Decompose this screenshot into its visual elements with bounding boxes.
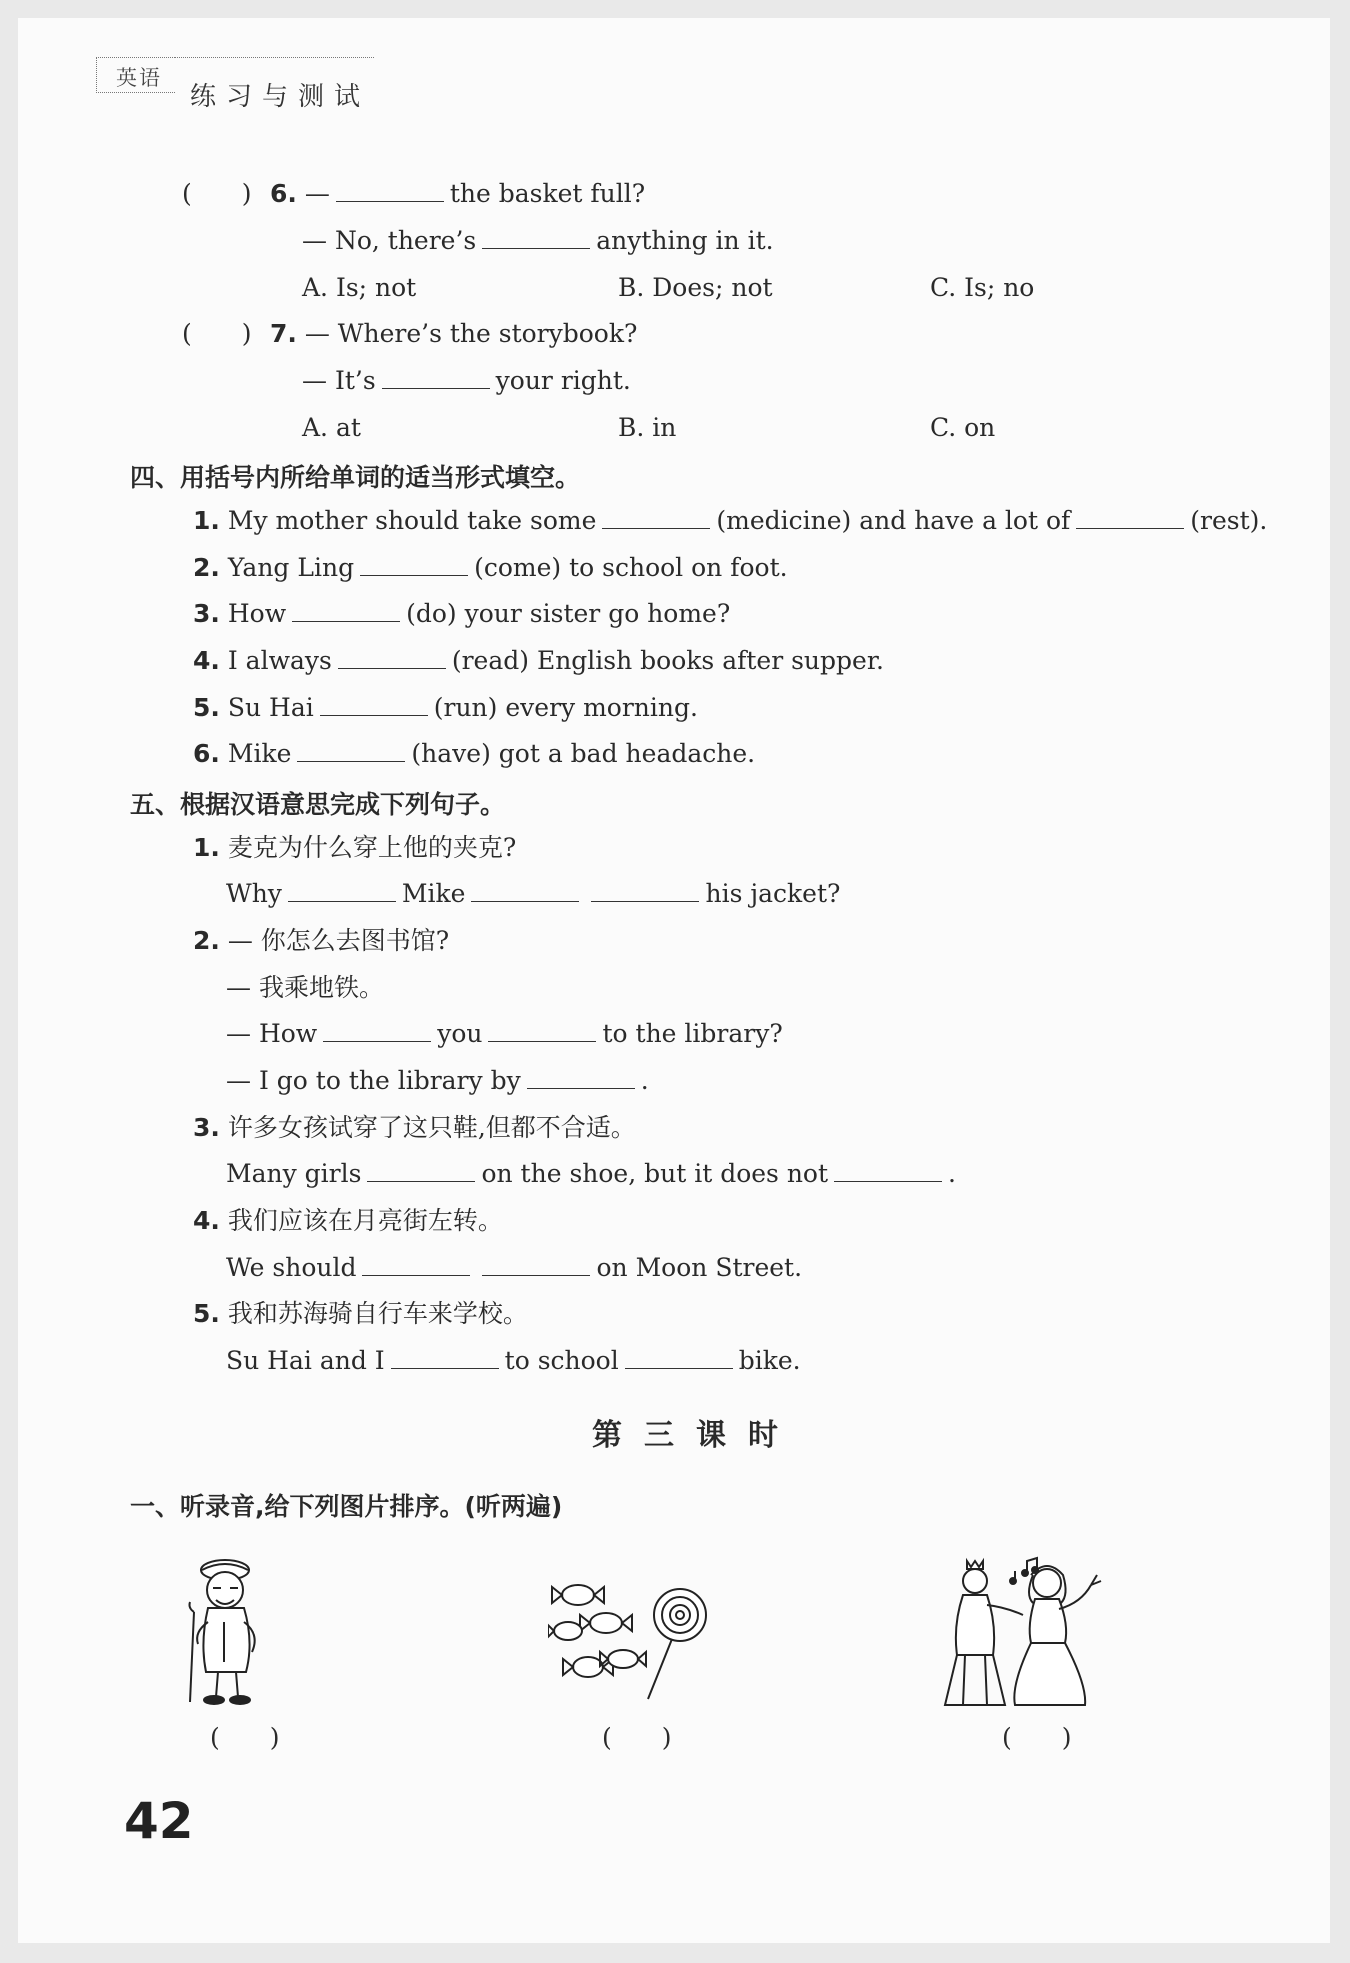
translation-answer: We should on Moon Street. <box>226 1253 803 1282</box>
prince-and-princess-dancing-icon <box>935 1555 1125 1715</box>
answer-blank[interactable] <box>338 646 446 669</box>
option-c[interactable]: C. Is; no <box>930 273 1035 302</box>
answer-blank[interactable] <box>292 599 400 622</box>
fill-item: 1. My mother should take some (medicine) and have a lot of (rest). <box>193 506 1268 535</box>
header-subject: 英语 <box>116 66 162 90</box>
translation-prompt: 4. 我们应该在月亮街左转。 <box>193 1206 503 1235</box>
section-4-title: 四、用括号内所给单词的适当形式填空。 <box>130 463 581 492</box>
section-1-title: 一、听录音,给下列图片排序。(听两遍) <box>130 1492 563 1521</box>
answer-paren-picture-3[interactable]: ( ) <box>1002 1723 1072 1752</box>
answer-blank[interactable] <box>1076 506 1184 529</box>
option-a[interactable]: A. at <box>302 413 361 442</box>
answer-paren-picture-1[interactable]: ( ) <box>210 1723 280 1752</box>
option-c[interactable]: C. on <box>930 413 996 442</box>
question-line: — No, there’s anything in it. <box>302 226 774 255</box>
option-b[interactable]: B. Does; not <box>618 273 773 302</box>
translation-answer: Why Mike his jacket? <box>226 879 841 908</box>
answer-blank[interactable] <box>625 1346 733 1369</box>
answer-paren-picture-2[interactable]: ( ) <box>602 1723 672 1752</box>
candy-and-lollipop-icon <box>548 1575 718 1705</box>
answer-blank[interactable] <box>527 1066 635 1089</box>
question-number: 7. <box>270 319 297 348</box>
translation-answer: — How you to the library? <box>226 1019 783 1048</box>
answer-blank[interactable] <box>320 693 428 716</box>
answer-blank[interactable] <box>367 1159 475 1182</box>
translation-prompt: 5. 我和苏海骑自行车来学校。 <box>193 1299 528 1328</box>
answer-paren-q6[interactable]: ( ) <box>182 179 252 208</box>
answer-blank[interactable] <box>482 226 590 249</box>
question-number: 6. <box>270 179 297 208</box>
fill-item: 6. Mike (have) got a bad headache. <box>193 739 756 768</box>
lesson-title: 第三课时 <box>592 1418 800 1453</box>
header-rule <box>174 57 374 58</box>
answer-blank[interactable] <box>602 506 710 529</box>
question-line: 6. — the basket full? <box>270 179 646 208</box>
translation-prompt: 2. — 你怎么去图书馆? <box>193 926 450 955</box>
fill-item: 2. Yang Ling (come) to school on foot. <box>193 553 788 582</box>
answer-blank[interactable] <box>297 739 405 762</box>
translation-answer: — I go to the library by . <box>226 1066 649 1095</box>
question-line: — It’s your right. <box>302 366 631 395</box>
translation-prompt: — 我乘地铁。 <box>226 973 384 1002</box>
translation-prompt: 3. 许多女孩试穿了这只鞋,但都不合适。 <box>193 1113 636 1142</box>
answer-blank[interactable] <box>488 1019 596 1042</box>
translation-prompt: 1. 麦克为什么穿上他的夹克? <box>193 833 517 862</box>
answer-blank[interactable] <box>391 1346 499 1369</box>
answer-blank[interactable] <box>471 879 579 902</box>
section-5-title: 五、根据汉语意思完成下列句子。 <box>130 790 506 819</box>
answer-blank[interactable] <box>323 1019 431 1042</box>
answer-blank[interactable] <box>362 1253 470 1276</box>
page-number: 42 <box>124 1792 194 1850</box>
answer-blank[interactable] <box>336 179 444 202</box>
option-a[interactable]: A. Is; not <box>302 273 417 302</box>
translation-answer: Many girls on the shoe, but it does not . <box>226 1159 956 1188</box>
old-man-with-cane-icon <box>180 1552 300 1712</box>
fill-item: 5. Su Hai (run) every morning. <box>193 693 698 722</box>
fill-item: 3. How (do) your sister go home? <box>193 599 731 628</box>
answer-blank[interactable] <box>591 879 699 902</box>
answer-blank[interactable] <box>482 1253 590 1276</box>
translation-answer: Su Hai and I to school bike. <box>226 1346 801 1375</box>
header-book-title: 练习与测试 <box>190 82 371 112</box>
answer-blank[interactable] <box>360 553 468 576</box>
answer-paren-q7[interactable]: ( ) <box>182 319 252 348</box>
answer-blank[interactable] <box>288 879 396 902</box>
option-b[interactable]: B. in <box>618 413 677 442</box>
answer-blank[interactable] <box>382 366 490 389</box>
fill-item: 4. I always (read) English books after supper. <box>193 646 884 675</box>
answer-blank[interactable] <box>834 1159 942 1182</box>
question-line: 7. — Where’s the storybook? <box>270 319 638 348</box>
